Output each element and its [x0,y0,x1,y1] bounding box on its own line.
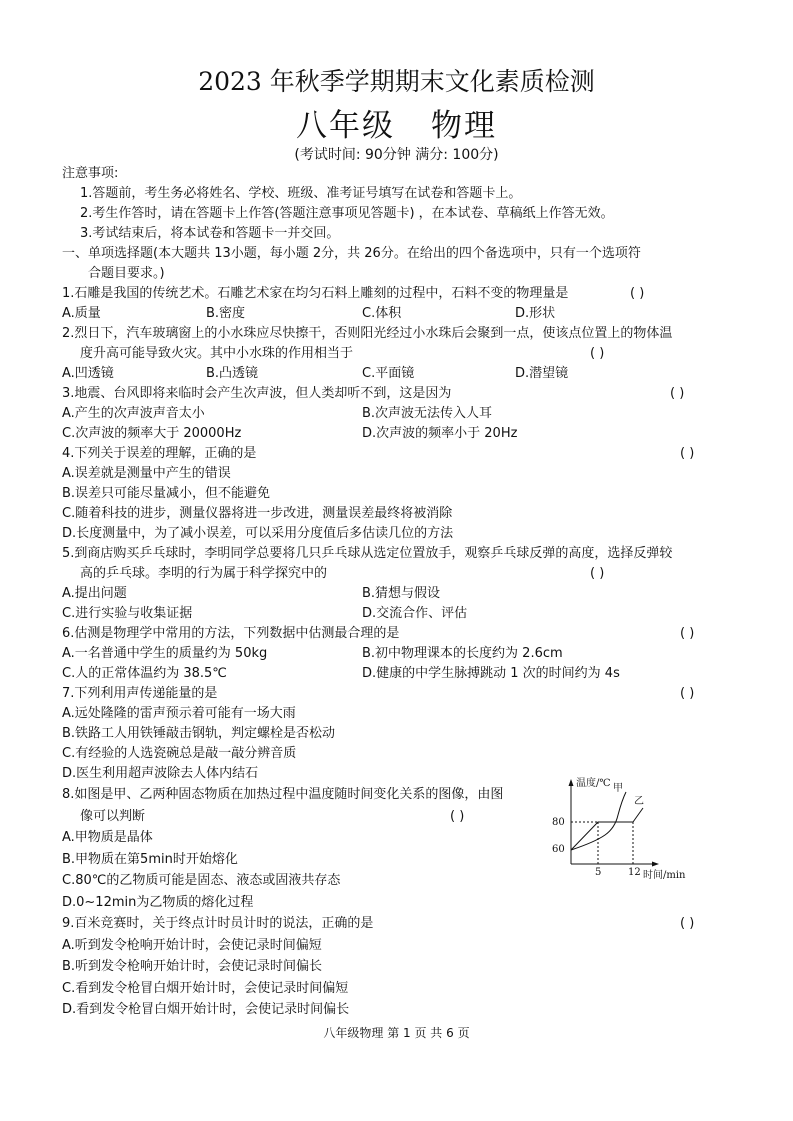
option: D.形状 [515,306,556,321]
question-stem: 像可以判断 [80,808,146,824]
y-tick: 80 [552,817,565,828]
question-7 [62,684,742,704]
answer-blank: ( ) [670,386,685,401]
question-2-options [62,364,742,384]
option: A.产生的次声波声音太小 [62,406,205,421]
notice-item: 3.考试结束后，将本试卷和答题卡一并交回。 [80,226,340,241]
option: C.平面镜 [362,366,415,381]
question-6-options [62,664,742,684]
question-5-options [62,604,742,624]
question-stem: 3.地震、台风即将来临时会产生次声波，但人类却听不到，这是因为 [62,386,452,401]
question-stem: 6.估测是物理学中常用的方法，下列数据中估测最合理的是 [62,626,400,641]
question-6 [62,624,742,644]
y-axis-label: 温度/℃ [576,778,611,789]
option: B.凸透镜 [206,366,259,381]
x-axis-arrow-icon [652,862,659,867]
page-footer: 八年级物理 第 1 页 共 6 页 [323,1026,470,1040]
option: A.听到发令枪响开始计时，会使记录时间偏短 [62,937,322,953]
option: D.看到发令枪冒白烟开始计时，会使记录时间偏长 [62,1002,350,1017]
option: A.误差就是测量中产生的错误 [62,466,231,481]
question-1-options [62,304,742,324]
answer-blank: ( ) [590,346,605,361]
option: A.一名普通中学生的质量约为 50kg [62,646,268,661]
option: A.甲物质是晶体 [62,830,153,845]
temperature-time-graph [540,770,700,880]
question-stem: 7.下列利用声传递能量的是 [62,686,218,701]
option: C.有经验的人选瓷碗总是敲一敲分辨音质 [62,746,297,761]
answer-blank: ( ) [450,808,465,824]
option: C.进行实验与收集证据 [62,606,193,621]
question-1 [62,284,742,304]
option: B.甲物质在第5min时开始熔化 [62,851,238,867]
question-4 [62,444,742,464]
option: C.人的正常体温约为 38.5℃ [62,666,227,681]
question-5-cont [62,564,742,584]
question-stem: 1.石雕是我国的传统艺术。石雕艺术家在均匀石料上雕刻的过程中，石料不变的物理量是 [62,286,569,301]
series-jia-label: 甲 [613,783,623,794]
option: C.随着科技的进步，测量仪器将进一步改进，测量误差最终将被消除 [62,506,453,521]
option: A.远处隆隆的雷声预示着可能有一场大雨 [62,706,296,721]
exam-title: 2023 年秋季学期期末文化素质检测 [198,67,595,96]
x-axis-label: 时间/min [643,870,686,880]
option: D.医生利用超声波除去人体内结石 [62,766,259,781]
option: A.提出问题 [62,586,127,601]
x-tick: 5 [595,867,602,878]
notice-item: 1.答题前，考生务必将姓名、学校、班级、准考证号填写在试卷和答题卡上。 [80,186,522,201]
answer-blank: ( ) [680,626,695,641]
question-3 [62,384,742,404]
question-9 [62,913,742,935]
question-5: 5.到商店购买乒乓球时，李明同学总要将几只乒乓球从选定位置放手，观察乒乓球反弹的高度，选择反弹较 [62,546,673,561]
option: B.听到发令枪响开始计时，会使记录时间偏长 [62,959,323,974]
option: D.长度测量中，为了减小误差，可以采用分度值后多估读几位的方法 [62,526,454,541]
option: D.潜望镜 [515,366,569,381]
question-5-options [62,584,742,604]
answer-blank: ( ) [680,916,695,931]
question-8: 8.如图是甲、乙两种固态物质在加热过程中温度随时间变化关系的图像，由图 [62,787,504,802]
option: D.次声波的频率小于 20Hz [362,426,518,441]
option: B.误差只可能尽量减小，但不能避免 [62,486,271,501]
option: D.健康的中学生脉搏跳动 1 次的时间约为 4s [362,666,620,681]
option: A.质量 [62,306,101,321]
exam-info: (考试时间: 90分钟 满分: 100分) [294,147,499,163]
subject: 物理 [431,108,497,144]
answer-blank: ( ) [680,446,695,461]
exam-subject [0,100,793,145]
question-2: 2.烈日下，汽车玻璃窗上的小水珠应尽快擦干，否则阳光经过小水珠后会聚到一点，使该点位置上的物体温 [62,326,673,341]
section-heading: 一、单项选择题(本大题共 13小题，每小题 2分，共 26分。在给出的四个备选项中，只有一个选项符 [62,246,641,261]
option: C.次声波的频率大于 20000Hz [62,426,242,441]
y-axis-arrow-icon [569,779,574,786]
series-yi-label: 乙 [634,796,644,807]
question-6-options [62,644,742,664]
grade: 八年级 [296,108,395,144]
option: C.看到发令枪冒白烟开始计时，会使记录时间偏短 [62,980,349,996]
section-heading-cont: 合题目要求。) [88,266,165,281]
option: B.密度 [206,306,246,321]
x-tick: 12 [628,867,641,878]
option: B.初中物理课本的长度约为 2.6cm [362,646,563,661]
exam-content [62,164,742,1021]
option: B.猜想与假设 [362,586,441,601]
option: A.凹透镜 [62,366,114,381]
question-3-options [62,404,742,424]
answer-blank: ( ) [590,566,605,581]
option: B.次声波无法传入人耳 [362,406,493,421]
answer-blank: ( ) [630,286,645,301]
question-stem: 高的乒乓球。李明的行为属于科学探究中的 [80,566,328,581]
notice-item: 2.考生作答时，请在答题卡上作答(答题注意事项见答题卡) ，在本试卷、草稿纸上作答无效。 [80,206,614,221]
notice-heading: 注意事项: [62,166,119,181]
option: C.80℃的乙物质可能是固态、液态或固液共存态 [62,873,341,888]
y-tick: 60 [552,844,565,855]
question-3-options [62,424,742,444]
question-stem: 4.下列关于误差的理解，正确的是 [62,446,257,461]
question-2-cont [62,344,742,364]
option: C.体积 [362,306,402,321]
option: B.铁路工人用铁锤敲击钢轨，判定螺栓是否松动 [62,726,336,741]
question-stem: 9.百米竞赛时，关于终点计时员计时的说法，正确的是 [62,916,374,931]
answer-blank: ( ) [680,686,695,701]
option: D.交流合作、评估 [362,606,468,621]
option: D.0~12min为乙物质的熔化过程 [62,894,254,910]
series-yi-line [571,808,643,850]
question-stem: 度升高可能导致火灾。其中小水珠的作用相当于 [80,346,354,361]
